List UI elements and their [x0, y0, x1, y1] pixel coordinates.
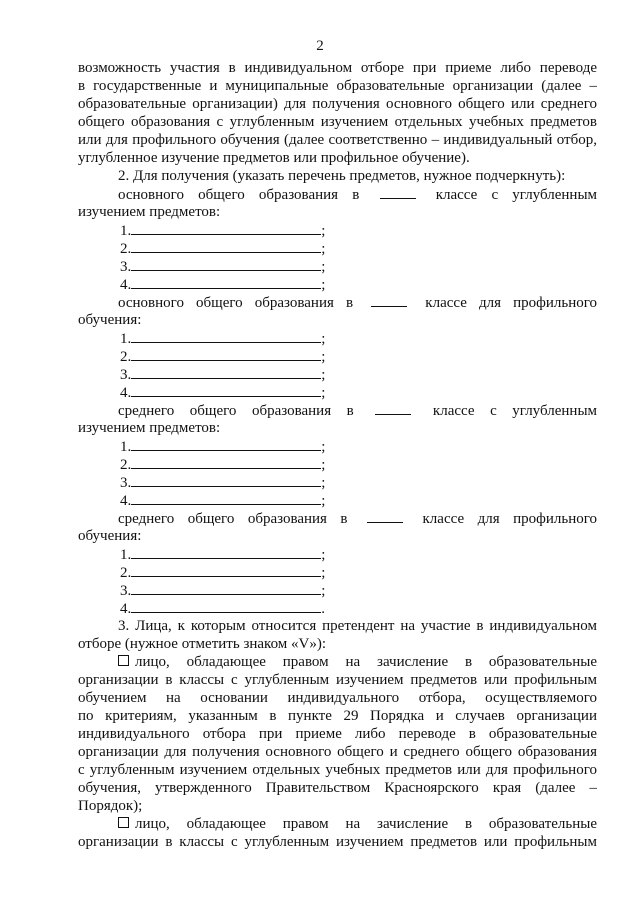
subject-ending: ; [321, 583, 326, 599]
subject-ending: ; [321, 259, 326, 275]
subject-item [78, 473, 597, 491]
subject-number: 1. [120, 547, 132, 563]
option-line [78, 815, 597, 833]
intro-line: в государственные и муниципальные образовательные организации (далее – [78, 78, 597, 94]
group-heading-end: классе с углубленным [435, 187, 597, 203]
subject-blank-field[interactable] [131, 221, 321, 235]
subject-number: 4. [120, 277, 132, 293]
subject-ending: ; [321, 367, 326, 383]
subject-number: 3. [120, 367, 132, 383]
subject-ending: ; [321, 331, 326, 347]
subject-item [78, 491, 597, 509]
subject-item [78, 455, 597, 473]
page-number: 2 [316, 38, 324, 54]
intro-line: или для профильного обучения (далее соответственно – индивидуальный отбор, [78, 132, 597, 148]
subject-number: 2. [120, 457, 132, 473]
section2-heading: 2. Для получения (указать перечень предметов, нужное подчеркнуть): [118, 168, 566, 184]
subject-item [78, 545, 597, 563]
subject-blank-field[interactable] [131, 275, 321, 289]
group-heading-cont: обучения: [78, 312, 142, 328]
subject-blank-field[interactable] [131, 599, 321, 613]
subject-number: 3. [120, 583, 132, 599]
subject-number: 1. [120, 223, 132, 239]
subject-blank-field[interactable] [131, 257, 321, 271]
group-heading-end: классе для профильного [425, 295, 597, 311]
subject-item [78, 365, 597, 383]
group-heading [78, 293, 597, 311]
group-heading-end: классе с углубленным [432, 403, 597, 419]
group-heading-start: основного общего образования в [118, 295, 354, 311]
group-heading-cont: обучения: [78, 528, 142, 544]
section3-heading-cont: отборе (нужное отметить знаком «V»): [78, 636, 327, 652]
subject-blank-field[interactable] [131, 473, 321, 487]
subject-number: 3. [120, 259, 132, 275]
checkbox-option-1[interactable] [118, 655, 129, 666]
subject-blank-field[interactable] [131, 437, 321, 451]
subject-blank-field[interactable] [131, 347, 321, 361]
subject-number: 2. [120, 349, 132, 365]
option-line: с углубленным изучением отдельных учебных предметов или для профильного [78, 762, 597, 778]
subject-ending: ; [321, 241, 326, 257]
group-heading-end: классе для профильного [422, 511, 597, 527]
grade-blank-field[interactable] [375, 401, 411, 415]
subject-item [78, 599, 597, 617]
subject-number: 4. [120, 493, 132, 509]
subject-item [78, 257, 597, 275]
group-heading [78, 401, 597, 419]
subject-number: 2. [120, 565, 132, 581]
subject-item [78, 239, 597, 257]
option-text: лицо, обладающее правом на зачисление в образовательные [135, 654, 597, 670]
group-heading-start: основного общего образования в [118, 187, 360, 203]
subject-item [78, 437, 597, 455]
subject-blank-field[interactable] [131, 365, 321, 379]
subject-blank-field[interactable] [131, 563, 321, 577]
subject-ending: ; [321, 475, 326, 491]
subject-item [78, 383, 597, 401]
subject-blank-field[interactable] [131, 239, 321, 253]
grade-blank-field[interactable] [367, 509, 403, 523]
subject-ending: ; [321, 457, 326, 473]
intro-line: возможность участия в индивидуальном отборе при приеме либо переводе [78, 60, 597, 76]
checkbox-option-2[interactable] [118, 817, 129, 828]
option-line: обучения, утвержденного Правительством Красноярского края (далее – [78, 780, 597, 796]
option-line: организации в классы с углубленным изучением предметов или профильным [78, 672, 597, 688]
group-heading-start: среднего общего образования в [118, 403, 354, 419]
option-line: организации в классы с углубленным изучением предметов или профильным [78, 834, 597, 850]
subject-ending: ; [321, 349, 326, 365]
subject-item [78, 221, 597, 239]
subject-blank-field[interactable] [131, 383, 321, 397]
grade-blank-field[interactable] [371, 293, 407, 307]
subject-number: 1. [120, 439, 132, 455]
subject-blank-field[interactable] [131, 455, 321, 469]
subject-ending: ; [321, 385, 326, 401]
subject-ending: ; [321, 547, 326, 563]
subject-ending: ; [321, 277, 326, 293]
document-body [78, 59, 597, 851]
option-line: по критериям, указанным в пункте 29 Порядка и случаев организации [78, 708, 597, 724]
subject-number: 4. [120, 385, 132, 401]
option-line: индивидуального отбора при приеме либо переводе в образовательные [78, 726, 597, 742]
subject-number: 1. [120, 331, 132, 347]
subject-item [78, 329, 597, 347]
option-text: лицо, обладающее правом на зачисление в образовательные [135, 816, 597, 832]
intro-line: общего образования с углубленным изучением отдельных учебных предметов [78, 114, 597, 130]
subject-number: 3. [120, 475, 132, 491]
group-heading [78, 509, 597, 527]
section3-heading: 3. Лица, к которым относится претендент на участие в индивидуальном [118, 618, 597, 634]
subject-blank-field[interactable] [131, 581, 321, 595]
grade-blank-field[interactable] [380, 185, 416, 199]
subject-ending: ; [321, 439, 326, 455]
group-heading-cont: изучением предметов: [78, 204, 221, 220]
subject-blank-field[interactable] [131, 491, 321, 505]
group-heading-start: среднего общего образования в [118, 511, 348, 527]
subject-ending: . [321, 601, 325, 617]
subject-ending: ; [321, 493, 326, 509]
subject-item [78, 581, 597, 599]
intro-line: образовательные организации) для получения основного общего или среднего [78, 96, 597, 112]
subject-item [78, 347, 597, 365]
option-line: Порядок); [78, 798, 143, 814]
subject-item [78, 563, 597, 581]
subject-blank-field[interactable] [131, 329, 321, 343]
subject-item [78, 275, 597, 293]
group-heading [78, 185, 597, 203]
subject-blank-field[interactable] [131, 545, 321, 559]
option-line [78, 653, 597, 671]
intro-line: углубленное изучение предметов или профильное обучение). [78, 150, 470, 166]
subject-number: 4. [120, 601, 132, 617]
group-heading-cont: изучением предметов: [78, 420, 221, 436]
subject-ending: ; [321, 565, 326, 581]
option-line: организации для получения основного общего и среднего общего образования [78, 744, 597, 760]
subject-ending: ; [321, 223, 326, 239]
subject-number: 2. [120, 241, 132, 257]
option-line: обучением на основании индивидуального отбора, осуществляемого [78, 690, 597, 706]
